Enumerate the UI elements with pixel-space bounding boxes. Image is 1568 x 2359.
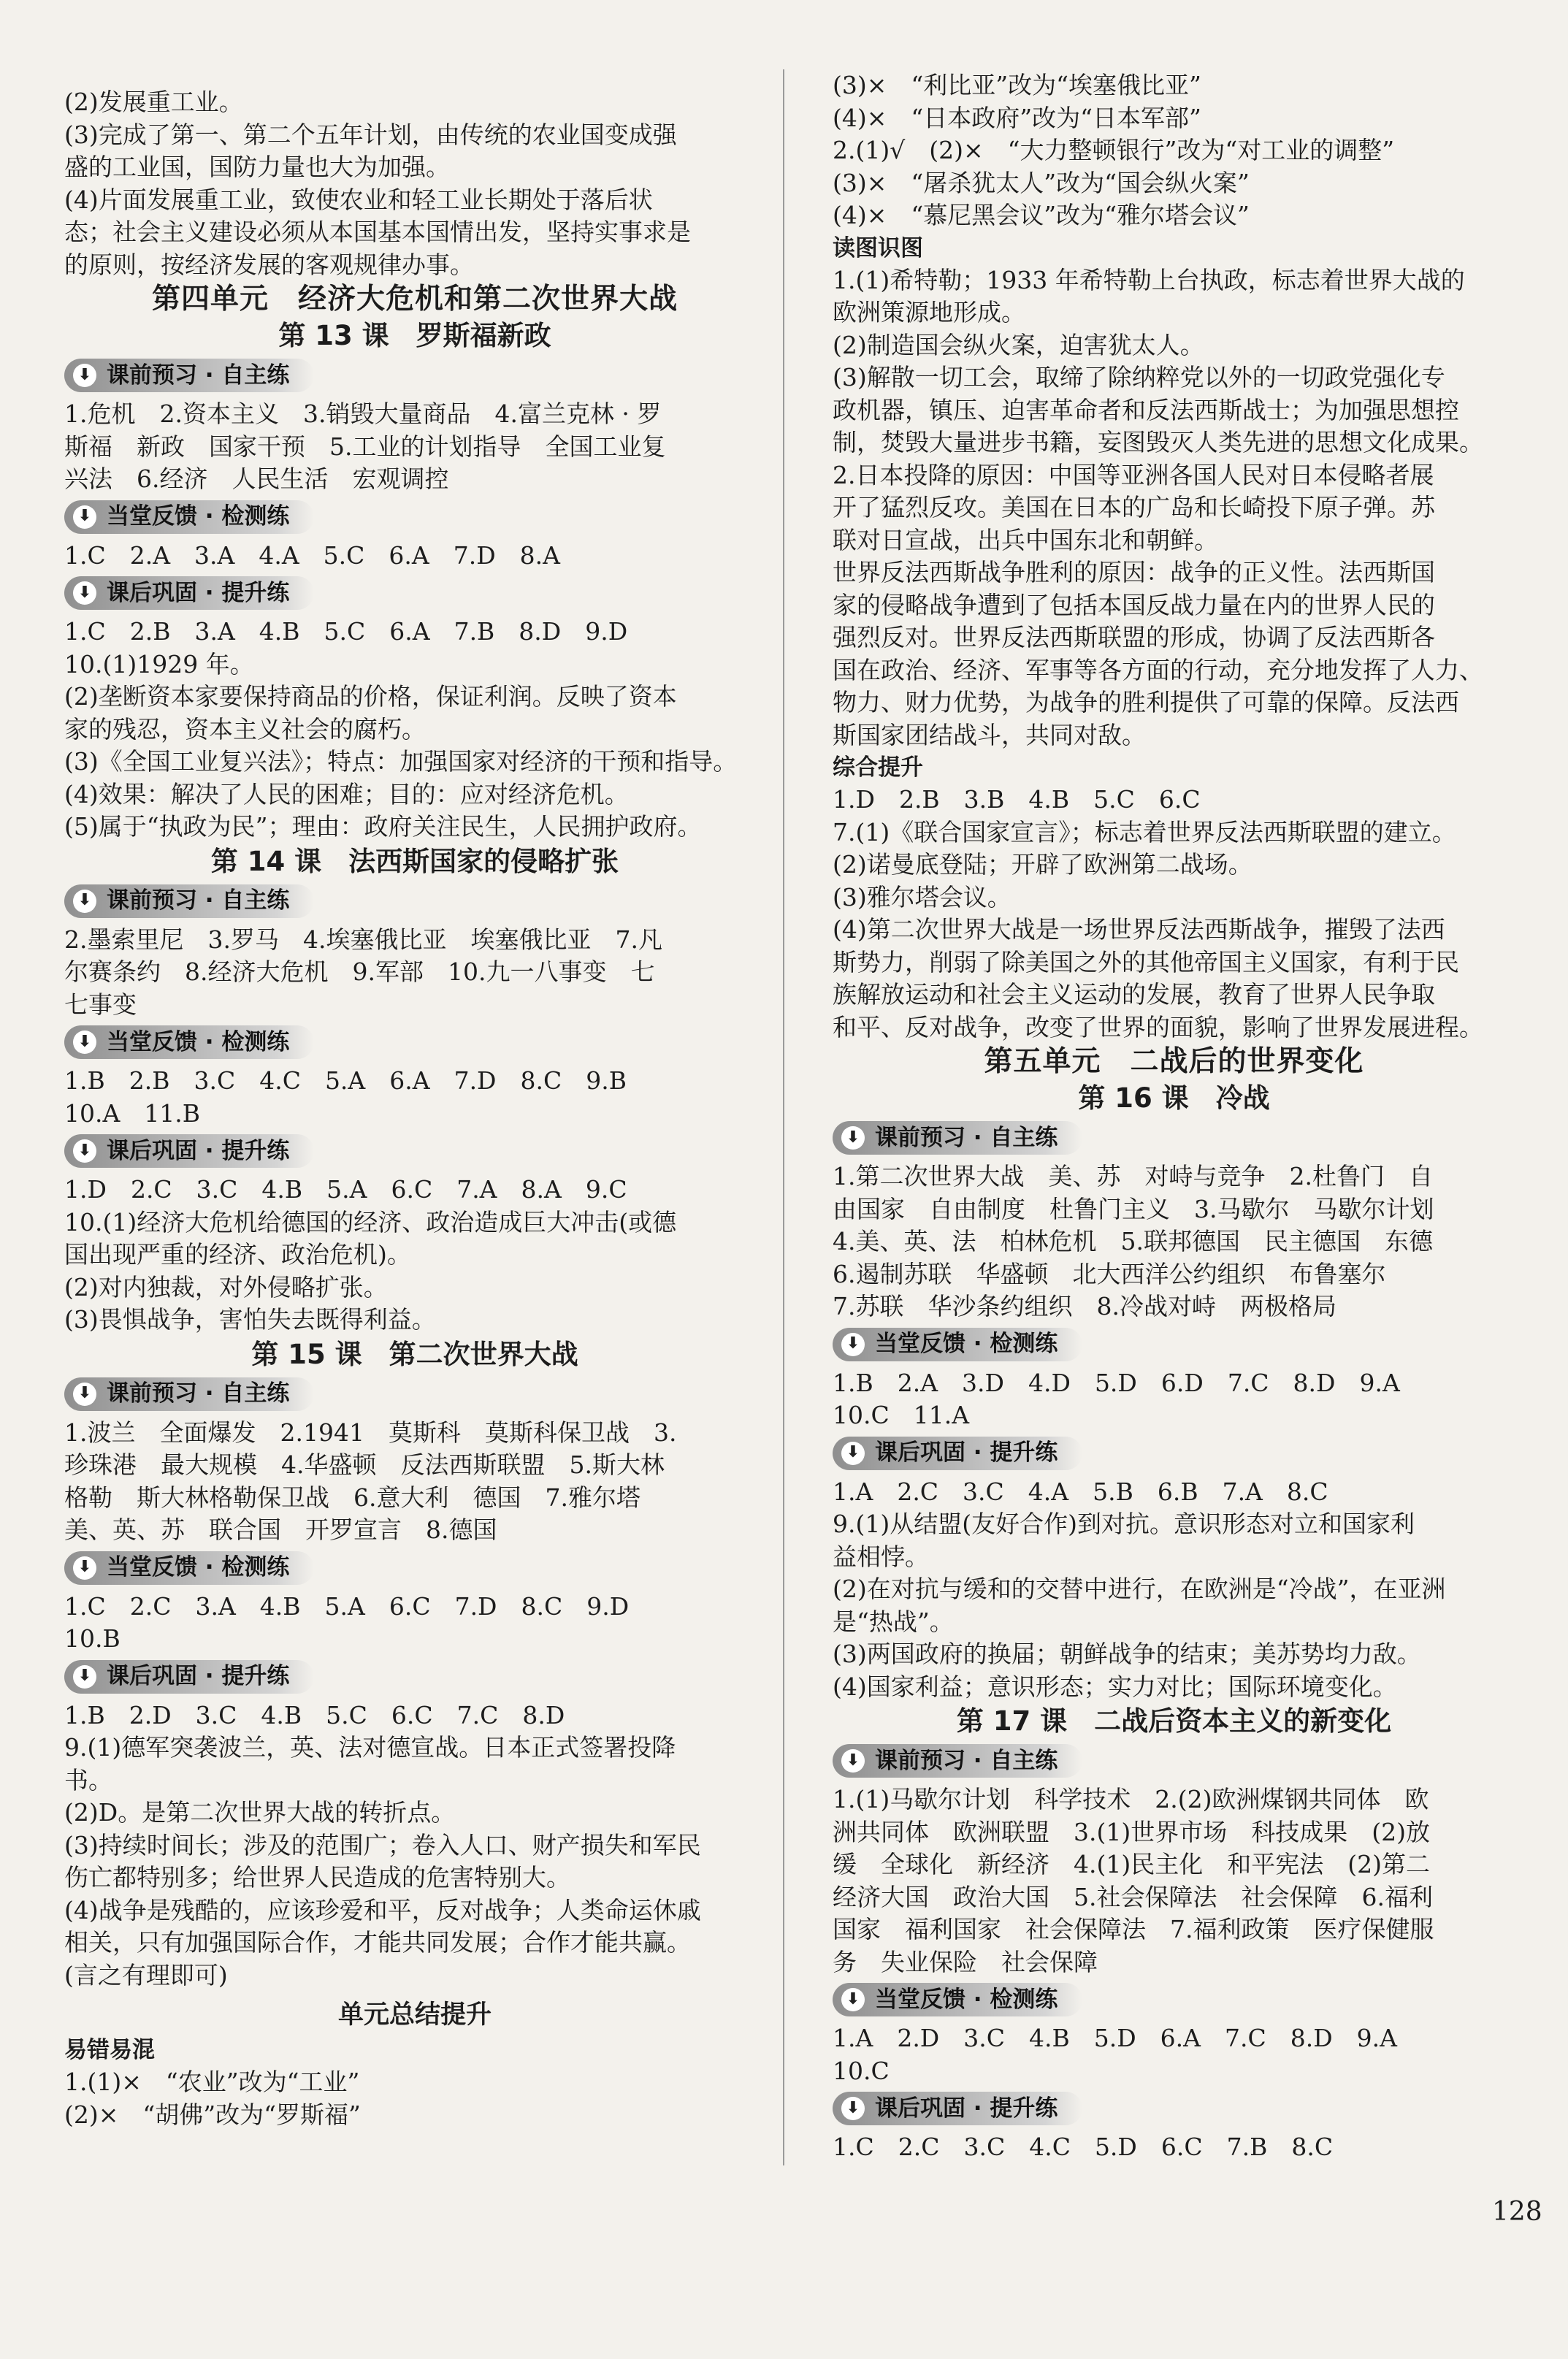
answer-line: (2)垄断资本家要保持商品的价格，保证利润。反映了资本 [64, 682, 677, 711]
answer-line: (言之有理即可) [64, 1960, 228, 1989]
answer-line: 益相悖。 [833, 1542, 929, 1571]
section-row [64, 880, 765, 924]
answer-line: 斯福 新政 国家干预 5.工业的计划指导 全国工业复 [64, 432, 666, 461]
answer-line: (4)片面发展重工业，致使农业和轻工业长期处于落后状 [64, 185, 653, 214]
section-header [833, 1328, 1082, 1361]
section-header [833, 1437, 1082, 1470]
column-divider [783, 69, 784, 2165]
section-row [833, 1432, 1515, 1476]
section-label: 当堂反馈 · 检测练 [875, 1331, 1058, 1358]
arrow-down-icon: ⬇ [841, 1442, 865, 1465]
subsection-title: 读图识图 [833, 234, 923, 261]
answer-line: 2.日本投降的原因：中国等亚洲各国人民对日本侵略者展 [833, 460, 1434, 489]
answer-line: (3)雅尔塔会议。 [833, 882, 1011, 911]
section-label: 课后巩固 · 提升练 [107, 579, 290, 606]
answer-line: 9.(1)德军突袭波兰，英、法对德宣战。日本正式签署投降 [64, 1733, 676, 1762]
section-label: 当堂反馈 · 检测练 [107, 1028, 290, 1055]
answer-line: (2)制造国会纵火案，迫害犹太人。 [833, 330, 1204, 359]
answer-line: 物力、财力优势，为战争的胜利提供了可靠的保障。反法西 [833, 688, 1459, 716]
section-header [64, 1660, 314, 1694]
answer-line: 开了猛烈反攻。美国在日本的广岛和长崎投下原子弹。苏 [833, 493, 1435, 521]
arrow-down-icon: ⬇ [841, 1988, 865, 2011]
answer-line: (4)战争是残酷的，应该珍爱和平，反对战争；人类命运休戚 [64, 1895, 701, 1924]
arrow-down-icon: ⬇ [73, 1665, 96, 1689]
arrow-down-icon: ⬇ [841, 1749, 865, 1773]
answer-line: (2)× “胡佛”改为“罗斯福” [64, 2100, 361, 2129]
answer-line: (3)× “利比亚”改为“埃塞俄比亚” [833, 71, 1201, 99]
answer-line: (3)畏惧战争，害怕失去既得利益。 [64, 1305, 436, 1334]
section-row [64, 1547, 765, 1591]
answer-line: 联对日宣战，出兵中国东北和朝鲜。 [833, 525, 1218, 554]
answer-line: 盛的工业国，国防力量也大为加强。 [64, 153, 450, 181]
page-number: 128 [1492, 2197, 1542, 2227]
answer-line: 2.(1)√ (2)× “大力整顿银行”改为“对工业的调整” [833, 136, 1395, 164]
section-header [833, 1983, 1082, 2016]
answer-line: 国出现严重的经济、政治危机)。 [64, 1240, 411, 1269]
arrow-down-icon: ⬇ [73, 890, 96, 913]
answer-line: (3)× “屠杀犹太人”改为“国会纵火案” [833, 168, 1250, 197]
answer-line: 尔赛条约 8.经济大危机 9.军部 10.九一八事变 七 [64, 957, 655, 986]
answer-line: (3)持续时间长；涉及的范围广；卷入人口、财产损失和军民 [64, 1830, 701, 1859]
answer-line: 1.波兰 全面爆发 2.1941 莫斯科 莫斯科保卫战 3. [64, 1418, 677, 1447]
answer-line: (2)D。是第二次世界大战的转折点。 [64, 1798, 456, 1827]
answer-line: (2)发展重工业。 [64, 88, 243, 116]
answer-line: 10.B [64, 1624, 121, 1653]
answer-line: 兴法 6.经济 人民生活 宏观调控 [64, 464, 449, 493]
section-label: 课前预习 · 自主练 [107, 362, 290, 389]
answer-line: 1.A 2.C 3.C 4.A 5.B 6.B 7.A 8.C [833, 1477, 1328, 1506]
section-row [833, 1740, 1515, 1783]
answer-line: 1.C 2.C 3.A 4.B 5.A 6.C 7.D 8.C 9.D [64, 1591, 630, 1621]
lesson-title: 第 14 课 法西斯国家的侵略扩张 [210, 845, 619, 877]
answer-line: 美、英、苏 联合国 开罗宣言 8.德国 [64, 1515, 497, 1544]
answer-line: 1.C 2.A 3.A 4.A 5.C 6.A 7.D 8.A [64, 540, 560, 570]
arrow-down-icon: ⬇ [73, 581, 96, 605]
answer-line: (5)属于“执政为民”；理由：政府关注民生，人民拥护政府。 [64, 812, 702, 841]
subsection-title: 易错易混 [64, 2037, 155, 2063]
lesson-title: 第 17 课 二战后资本主义的新变化 [956, 1705, 1392, 1737]
lesson-title: 第 15 课 第二次世界大战 [251, 1338, 578, 1370]
answer-line: 书。 [64, 1765, 112, 1794]
arrow-down-icon: ⬇ [73, 364, 96, 387]
answer-line: 经济大国 政治大国 5.社会保障法 社会保障 6.福利 [833, 1882, 1433, 1911]
section-label: 当堂反馈 · 检测练 [875, 1986, 1058, 2013]
section-label: 课前预习 · 自主练 [107, 887, 290, 914]
answer-line: 斯国家团结战斗，共同对敌。 [833, 720, 1146, 749]
section-row [833, 1117, 1515, 1161]
answer-line: 1.B 2.A 3.D 4.D 5.D 6.D 7.C 8.D 9.A [833, 1368, 1400, 1397]
answer-line: 2.墨索里尼 3.罗马 4.埃塞俄比亚 埃塞俄比亚 7.凡 [64, 925, 662, 954]
section-label: 课前预习 · 自主练 [875, 1747, 1058, 1774]
answer-line: 伤亡都特别多；给世界人民造成的危害特别大。 [64, 1863, 570, 1892]
left-column [64, 86, 765, 2131]
lesson-title: 第 16 课 冷战 [1078, 1082, 1270, 1114]
answer-line: (4)效果：解决了人民的困难；目的：应对经济危机。 [64, 779, 629, 808]
answer-line: (4)第二次世界大战是一场世界反法西斯战争，摧毁了法西 [833, 915, 1445, 944]
section-header [833, 2092, 1082, 2125]
section-row [64, 572, 765, 616]
section-header [64, 500, 314, 534]
answer-line: 1.第二次世界大战 美、苏 对峙与竞争 2.杜鲁门 自 [833, 1162, 1433, 1190]
answer-line: 1.D 2.B 3.B 4.B 5.C 6.C [833, 785, 1201, 814]
section-header [833, 1744, 1082, 1778]
arrow-down-icon: ⬇ [73, 1139, 96, 1163]
arrow-down-icon: ⬇ [841, 1333, 865, 1356]
answer-line: 七事变 [64, 990, 137, 1019]
answer-line: 10.(1)经济大危机给德国的经济、政治造成巨大冲击(或德 [64, 1207, 677, 1236]
arrow-down-icon: ⬇ [841, 2097, 865, 2120]
answer-line: 1.(1)希特勒；1933 年希特勒上台执政，标志着世界大战的 [833, 265, 1465, 294]
answer-line: 务 失业保险 社会保障 [833, 1947, 1098, 1976]
answer-line: (2)对内独裁，对外侵略扩张。 [64, 1272, 388, 1301]
answer-line: 和平、反对战争，改变了世界的面貌，影响了世界发展进程。 [833, 1012, 1483, 1041]
answer-line: 7.(1)《联合国家宣言》；标志着世界反法西斯联盟的建立。 [833, 817, 1456, 846]
answer-line: 洲共同体 欧洲联盟 3.(1)世界市场 科技成果 (2)放 [833, 1817, 1430, 1846]
answer-line: 家的侵略战争遭到了包括本国反战力量在内的世界人民的 [833, 590, 1435, 619]
answer-line: 家的残忍，资本主义社会的腐朽。 [64, 714, 426, 743]
answer-line: (2)在对抗与缓和的交替中进行，在欧洲是“冷战”，在亚洲 [833, 1575, 1446, 1603]
answer-line: 6.遏制苏联 华盛顿 北大西洋公约组织 布鲁塞尔 [833, 1259, 1386, 1288]
arrow-down-icon: ⬇ [73, 1383, 96, 1406]
section-label: 课后巩固 · 提升练 [107, 1137, 290, 1164]
answer-line: 1.C 2.B 3.A 4.B 5.C 6.A 7.B 8.D 9.D [64, 617, 628, 646]
section-row [833, 2087, 1515, 2131]
answer-line: (3)两国政府的换届；朝鲜战争的结束；美苏势均力敌。 [833, 1640, 1421, 1668]
section-label: 课后巩固 · 提升练 [107, 1663, 290, 1690]
answer-line: 10.(1)1929 年。 [64, 649, 254, 678]
answer-line: 1.(1)× “农业”改为“工业” [64, 2068, 360, 2096]
section-header [64, 1134, 314, 1168]
summary-title: 单元总结提升 [337, 2000, 492, 2030]
section-header [64, 359, 314, 392]
answer-line: (4)国家利益；意识形态；实力对比；国际环境变化。 [833, 1672, 1397, 1701]
arrow-down-icon: ⬇ [841, 1126, 865, 1150]
section-header [64, 1377, 314, 1411]
section-label: 课后巩固 · 提升练 [875, 1440, 1058, 1467]
section-label: 当堂反馈 · 检测练 [107, 1554, 290, 1581]
answer-line: 1.B 2.D 3.C 4.B 5.C 6.C 7.C 8.D [64, 1700, 565, 1729]
section-header [64, 1025, 314, 1059]
section-label: 课前预习 · 自主练 [107, 1380, 290, 1407]
answer-line: 国家 福利国家 社会保障法 7.福利政策 医疗保健服 [833, 1915, 1434, 1943]
section-header [833, 1121, 1082, 1155]
answer-line: 的原则，按经济发展的客观规律办事。 [64, 250, 474, 279]
answer-line: 国在政治、经济、军事等各方面的行动，充分地发挥了人力、 [833, 655, 1483, 684]
answer-line: 1.D 2.C 3.C 4.B 5.A 6.C 7.A 8.A 9.C [64, 1175, 627, 1204]
section-header [64, 1551, 314, 1585]
section-row [64, 1130, 765, 1174]
answer-line: (3)《全国工业复兴法》；特点：加强国家对经济的干预和指导。 [64, 747, 738, 776]
section-row [64, 496, 765, 540]
unit-title: 第四单元 经济大危机和第二次世界大战 [151, 283, 678, 316]
answer-line: 7.苏联 华沙条约组织 8.冷战对峙 两极格局 [833, 1292, 1336, 1320]
section-header [64, 576, 314, 610]
answer-line: 4.美、英、法 柏林危机 5.联邦德国 民主德国 东德 [833, 1227, 1433, 1255]
answer-line: 1.B 2.B 3.C 4.C 5.A 6.A 7.D 8.C 9.B [64, 1066, 627, 1095]
section-row [64, 1656, 765, 1700]
answer-line: (4)× “日本政府”改为“日本军部” [833, 103, 1201, 132]
section-row [833, 1323, 1515, 1367]
section-row [64, 354, 765, 398]
answer-line: 10.C 11.A [833, 1401, 970, 1429]
arrow-down-icon: ⬇ [73, 505, 96, 529]
answer-line: 10.A 11.B [64, 1098, 201, 1128]
answer-line: 世界反法西斯战争胜利的原因：战争的正义性。法西斯国 [833, 558, 1435, 586]
answer-line: 1.A 2.D 3.C 4.B 5.D 6.A 7.C 8.D 9.A [833, 2024, 1397, 2052]
answer-line: (3)解散一切工会，取缔了除纳粹党以外的一切政党强化专 [833, 363, 1445, 391]
answer-line: 珍珠港 最大规模 4.华盛顿 反法西斯联盟 5.斯大林 [64, 1450, 665, 1479]
answer-line: (4)× “慕尼黑会议”改为“雅尔塔会议” [833, 201, 1250, 229]
answer-line: 缓 全球化 新经济 4.(1)民主化 和平宪法 (2)第二 [833, 1850, 1430, 1878]
right-column [833, 69, 1515, 2164]
answer-line: 相关，只有加强国际合作，才能共同发展；合作才能共赢。 [64, 1928, 691, 1957]
answer-line: 态；社会主义建设必须从本国基本国情出发，坚持实事求是 [64, 218, 691, 246]
answer-line: 斯势力，削弱了除美国之外的其他帝国主义国家，有利于民 [833, 947, 1459, 976]
section-row [64, 1021, 765, 1065]
arrow-down-icon: ⬇ [73, 1556, 96, 1580]
answer-line: 10.C [833, 2056, 890, 2085]
section-label: 课后巩固 · 提升练 [875, 2095, 1058, 2122]
section-label: 课前预习 · 自主练 [875, 1124, 1058, 1151]
answer-line: (2)诺曼底登陆；开辟了欧洲第二战场。 [833, 850, 1253, 879]
section-header [64, 884, 314, 918]
answer-line: 1.危机 2.资本主义 3.销毁大量商品 4.富兰克林 · 罗 [64, 399, 662, 428]
arrow-down-icon: ⬇ [73, 1031, 96, 1054]
section-row [64, 1373, 765, 1417]
lesson-title: 第 13 课 罗斯福新政 [278, 320, 551, 351]
answer-line: 由国家 自由制度 杜鲁门主义 3.马歇尔 马歇尔计划 [833, 1194, 1434, 1223]
answer-line: 1.C 2.C 3.C 4.C 5.D 6.C 7.B 8.C [833, 2133, 1334, 2161]
subsection-title: 综合提升 [833, 754, 923, 781]
section-row [833, 1978, 1515, 2022]
section-label: 当堂反馈 · 检测练 [107, 503, 290, 530]
answer-line: 1.(1)马歇尔计划 科学技术 2.(2)欧洲煤钢共同体 欧 [833, 1785, 1429, 1813]
answer-line: 制，焚毁大量进步书籍，妄图毁灭人类先进的思想文化成果。 [833, 428, 1483, 456]
answer-line: 9.(1)从结盟(友好合作)到对抗。意识形态对立和国家利 [833, 1510, 1415, 1538]
answer-line: 欧洲策源地形成。 [833, 298, 1025, 326]
answer-line: 格勒 斯大林格勒保卫战 6.意大利 德国 7.雅尔塔 [64, 1483, 640, 1512]
answer-line: 政机器，镇压、迫害革命者和反法西斯战士；为加强思想控 [833, 395, 1459, 424]
answer-line: 族解放运动和社会主义运动的发展，教育了世界人民争取 [833, 980, 1435, 1009]
unit-title: 第五单元 二战后的世界变化 [984, 1045, 1364, 1078]
answer-line: 是“热战”。 [833, 1607, 954, 1636]
answer-line: 强烈反对。世界反法西斯联盟的形成，协调了反法西斯各 [833, 623, 1435, 651]
answer-line: (3)完成了第一、第二个五年计划，由传统的农业国变成强 [64, 120, 677, 149]
